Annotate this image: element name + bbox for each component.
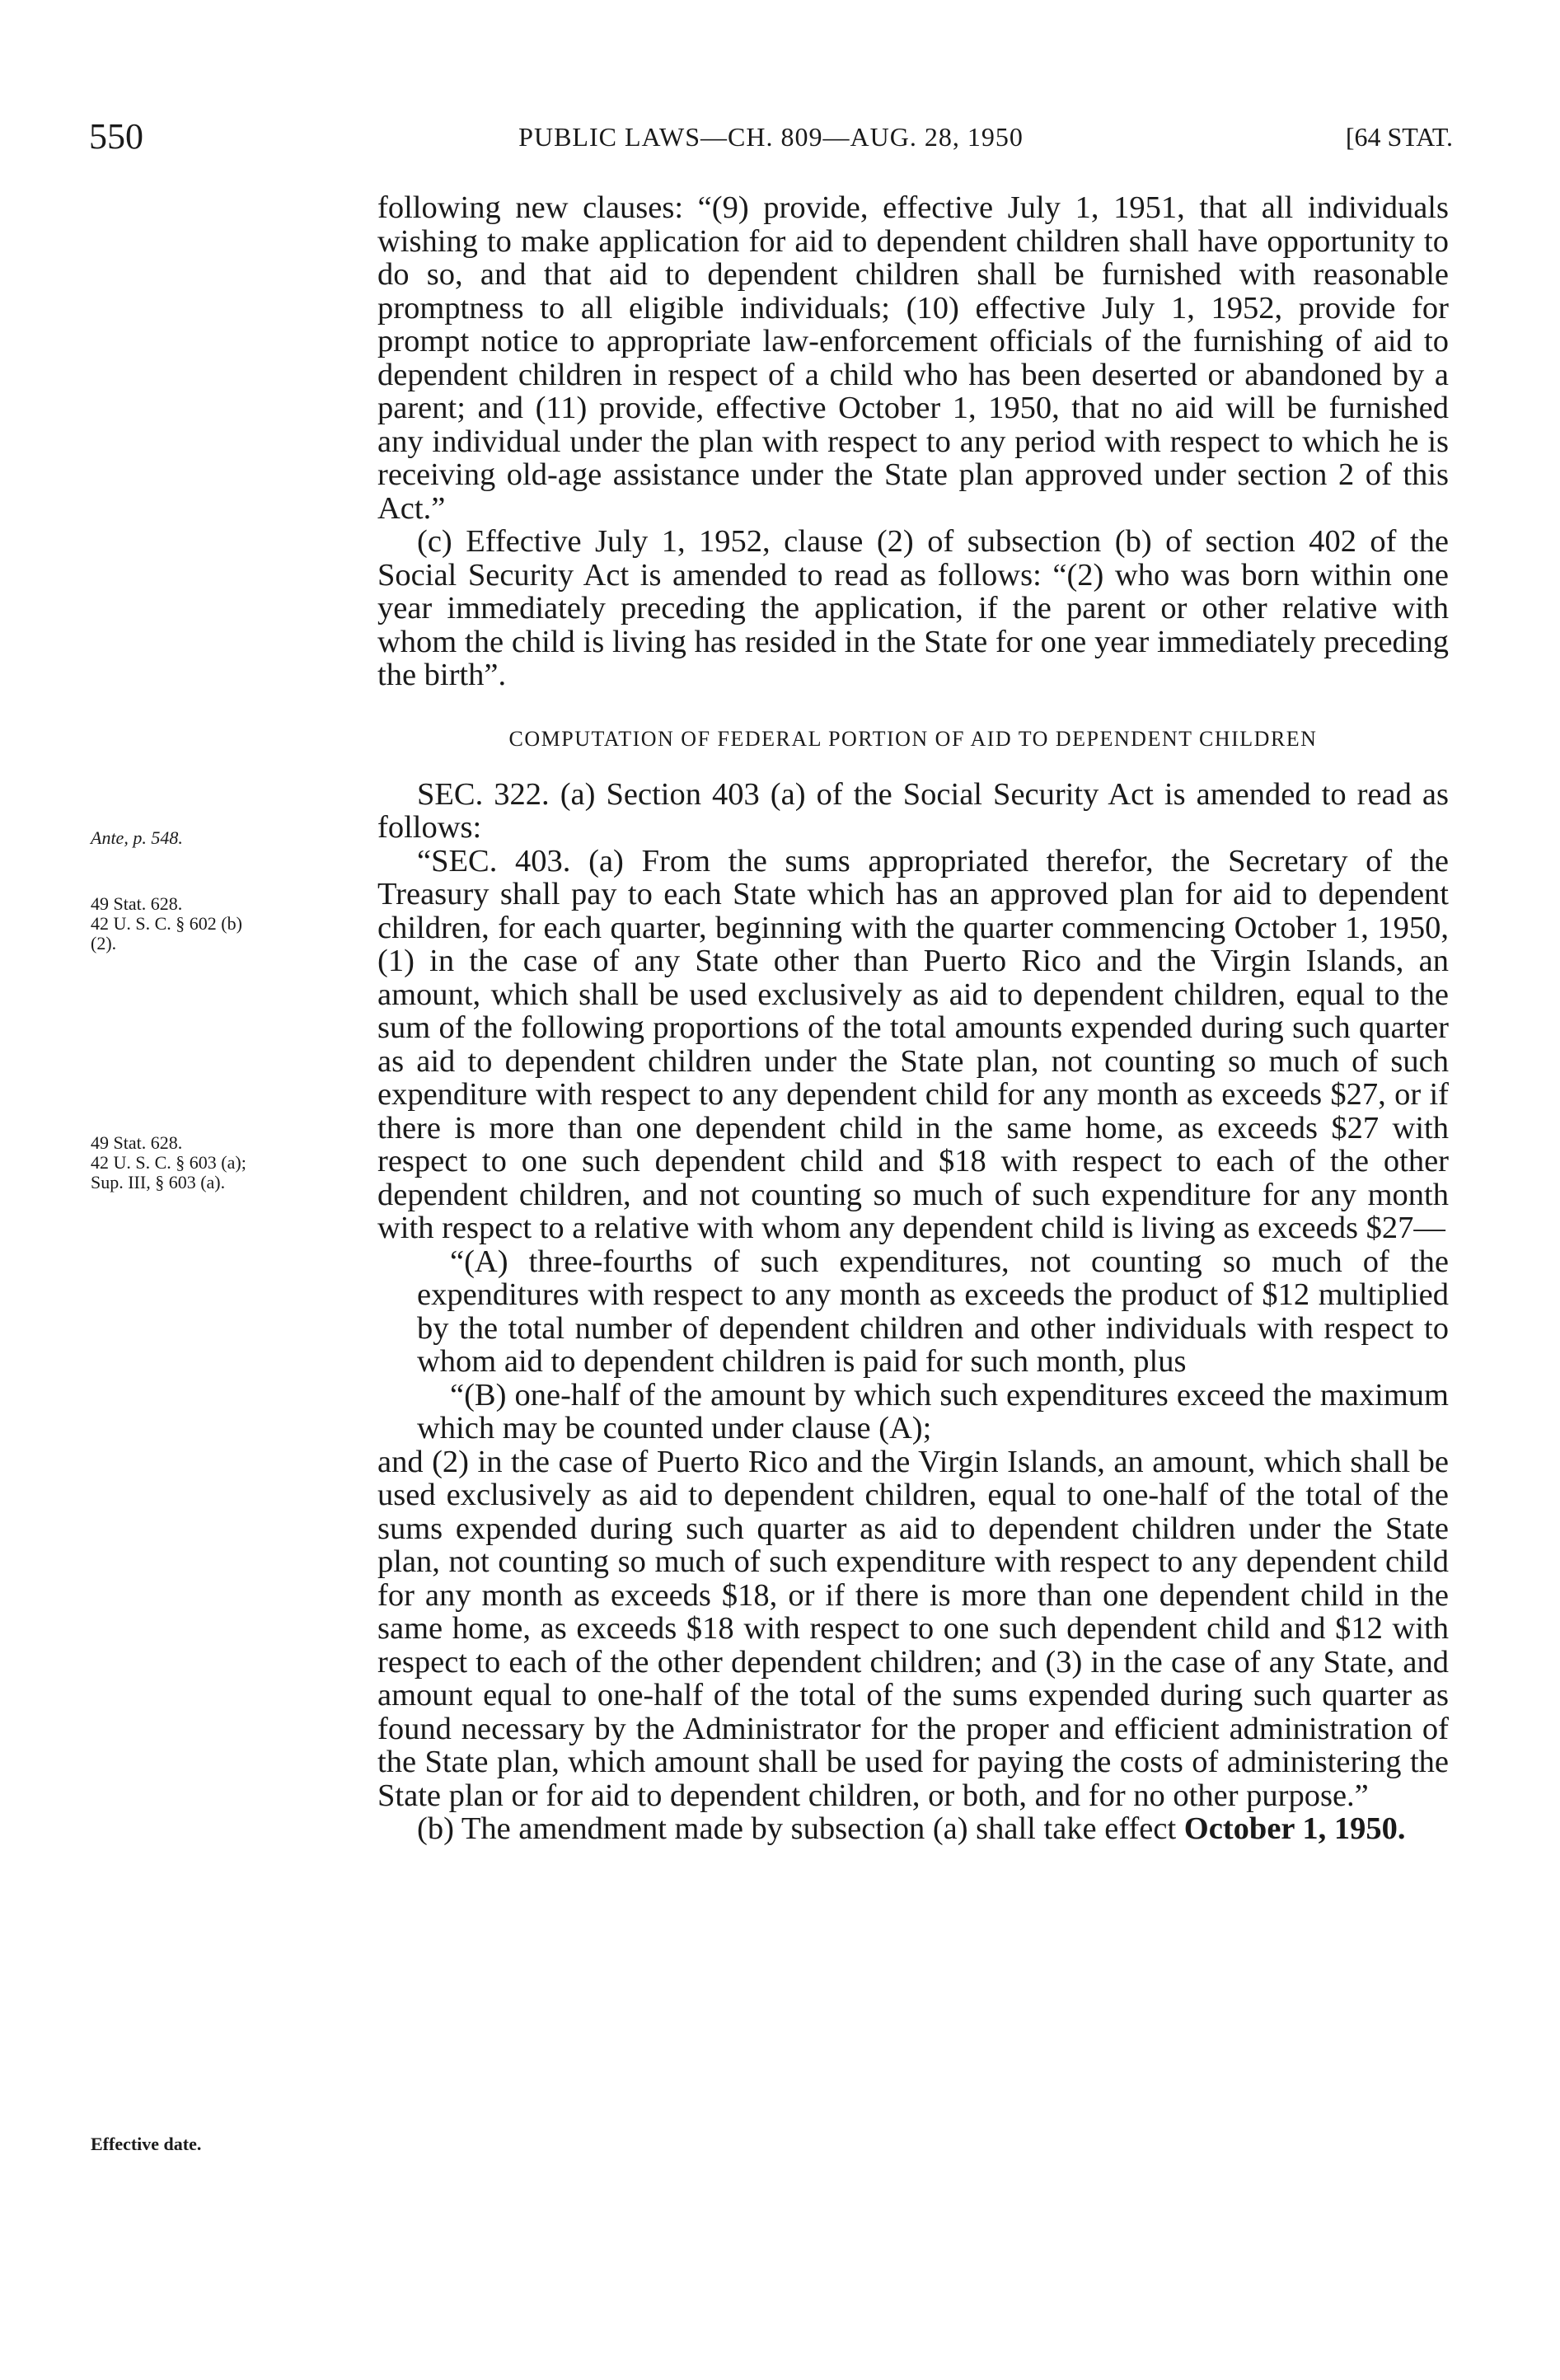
margin-note-line: Sup. III, § 603 (a).	[91, 1172, 226, 1192]
margin-note-text: Ante, p. 548.	[91, 827, 183, 848]
margin-note-line: 49 Stat. 628.	[91, 893, 183, 914]
margin-note-line: 42 U. S. C. § 602 (b)	[91, 913, 242, 934]
paragraph-sec-322: SEC. 322. (a) Section 403 (a) of the Social Security Act is amended to read as follows:	[377, 776, 1449, 845]
statute-volume: [64 STAT.	[1345, 122, 1453, 152]
margin-note-effective	[91, 2134, 371, 2154]
paragraph-clauses: following new clauses: “(9) provide, effective July 1, 1951, that all individuals wishing to make application for aid to dependent children shall have opportunity to do so, and that aid to dependent children shall be furnished with reasonable promptness to all eligible individuals; (10) effective July 1, 1952, provide for prompt notice to appropriate law-enforcement officials of the furnishing of aid to dependent children in respect of a child who has been deserted or abandoned by a parent; and (11) provide, effective October 1, 1950, that no aid will be furnished any individual under the plan with respect to any period with respect to which he is receiving old-age assistance under the State plan approved under section 2 of this Act.”	[377, 190, 1449, 526]
margin-note-citation-2	[91, 1133, 371, 1192]
margin-note-text: Effective date.	[91, 2134, 202, 2154]
main-text	[377, 191, 1449, 1846]
paragraph-sec-403: “SEC. 403. (a) From the sums appropriated therefor, the Secretary of the Treasury shall pay to each State which has an approved plan for aid to dependent children, for each quarter, beginning with the quarter commencing October 1, 1950, (1) in the case of any State other than Puerto Rico and the Virgin Islands, an amount, which shall be used exclusively as aid to dependent children, equal to the sum of the following proportions of the total amounts expended during such quarter as aid to dependent children under the State plan, not counting so much of such expenditure with respect to any dependent child for any month as exceeds $27, or if there is more than one dependent child in the same home, as exceeds $27 with respect to one such dependent child and $18 with respect to each of the other dependent children, and not counting so much of such expenditure for any month with respect to a relative with whom any dependent child is living as exceeds $27—	[377, 843, 1449, 1245]
paragraph-effective	[377, 1812, 1449, 1846]
page-header	[89, 115, 1453, 165]
paragraph-subsection-c: (c) Effective July 1, 1952, clause (2) of subsection (b) of section 402 of the Social Security Act is amended to read as follows: “(2) who was born within one year immediately preceding the application, if the parent or other relative with whom the child is living has resided in the State for one year immediately preceding the birth”.	[377, 524, 1449, 692]
margin-note-line: 49 Stat. 628.	[91, 1132, 183, 1153]
margin-note-citation-1	[91, 894, 371, 953]
margin-note-ante	[91, 828, 371, 848]
margin-note-line: 42 U. S. C. § 603 (a);	[91, 1152, 246, 1173]
effective-date: October 1, 1950.	[1183, 1811, 1406, 1846]
page-number: 550	[89, 116, 143, 157]
clause-b: “(B) one-half of the amount by which such expenditures exceed the maximum which may be counted under clause (A);	[417, 1377, 1449, 1445]
running-title: PUBLIC LAWS—CH. 809—AUG. 28, 1950	[518, 122, 1024, 152]
margin-note-line: (2).	[91, 933, 117, 953]
clause-a: “(A) three-fourths of such expenditures, not counting so much of the expenditures with respect to any month as exceeds the product of $12 multiplied by the total number of dependent children and other individuals with respect to whom aid to dependent children is paid for such month, plus	[417, 1244, 1449, 1379]
paragraph-puerto-rico: and (2) in the case of Puerto Rico and the Virgin Islands, an amount, which shall be used exclusively as aid to dependent children, equal to one-half of the total of the sums expended during such quarter as aid to dependent children under the State plan, not counting so much of such expenditure with respect to any dependent child for any month as exceeds $18, or if there is more than one dependent child in the same home, as exceeds $18 with respect to one such dependent child and $12 with respect to each of the other dependent children; and (3) in the case of any State, and amount equal to one-half of the total of the sums expended during such quarter as found necessary by the Administrator for the proper and efficient administration of the State plan, which amount shall be used for paying the costs of administering the State plan or for aid to dependent children, or both, and for no other purpose.”	[377, 1444, 1449, 1813]
section-heading: COMPUTATION OF FEDERAL PORTION OF AID TO DEPENDENT CHILDREN	[508, 726, 1318, 751]
effective-text: (b) The amendment made by subsection (a) shall take effect	[417, 1811, 1177, 1846]
